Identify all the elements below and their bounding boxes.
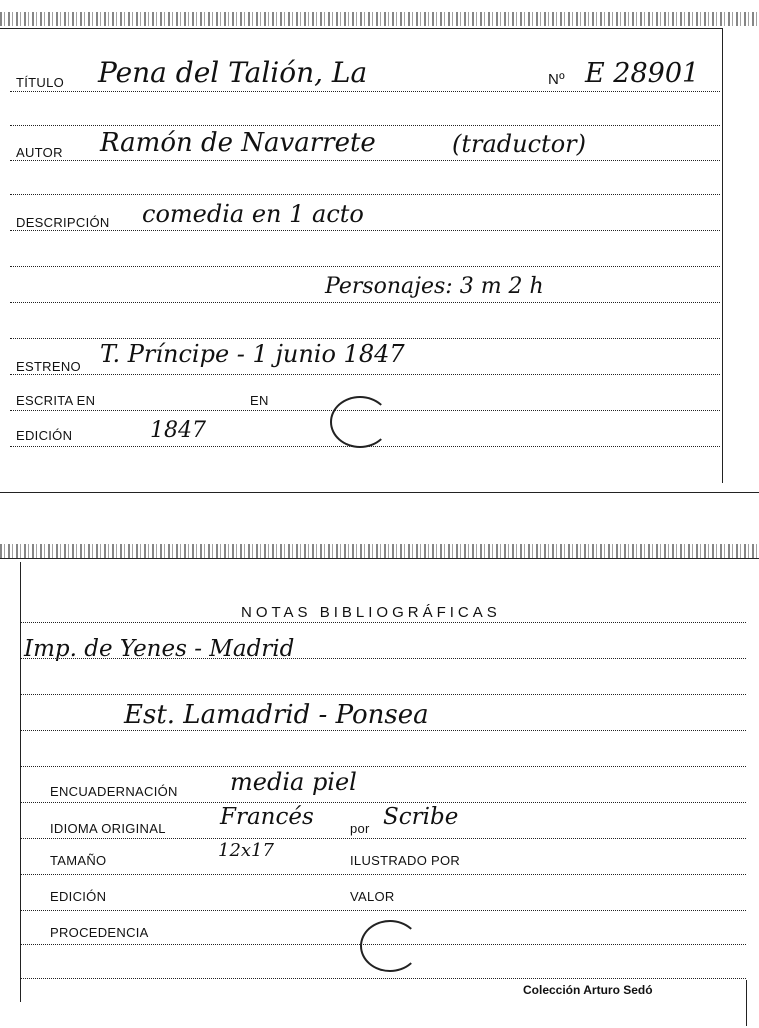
- rule: [20, 978, 746, 979]
- collection-footer: Colección Arturo Sedó: [523, 983, 653, 997]
- rule: [10, 266, 720, 267]
- titulo-label: TÍTULO: [16, 75, 65, 90]
- encuadernacion-label: ENCUADERNACIÓN: [50, 784, 178, 799]
- edicion-value: 1847: [150, 418, 206, 443]
- hole-punch-mark: [330, 396, 390, 448]
- rule: [20, 874, 746, 875]
- card-right-border: [746, 980, 747, 1026]
- tamano-label: TAMAÑO: [50, 853, 107, 868]
- rule: [20, 730, 746, 731]
- idioma-label: IDIOMA ORIGINAL: [50, 821, 166, 836]
- nota-imprenta-value: Imp. de Yenes - Madrid: [24, 636, 295, 662]
- rule: [20, 694, 746, 695]
- rule: [10, 230, 720, 231]
- estreno-label: ESTRENO: [16, 359, 81, 374]
- autor-label: AUTOR: [16, 145, 63, 160]
- card-right-border: [722, 28, 723, 483]
- hole-punch-mark: [360, 920, 420, 972]
- autor-value: Ramón de Navarrete: [100, 128, 376, 158]
- descripcion-value: comedia en 1 acto: [142, 200, 364, 228]
- ilustrado-label: ILUSTRADO POR: [350, 853, 461, 868]
- catalog-card-notes: [0, 540, 759, 1028]
- card-top-border: [0, 28, 722, 29]
- rule: [10, 125, 720, 126]
- card-top-edge: [0, 544, 759, 558]
- catalog-card-main: [0, 0, 759, 495]
- rule: [10, 91, 720, 92]
- rule: [10, 160, 720, 161]
- idioma-value: Francés: [220, 804, 314, 830]
- autor-nota-value: (traductor): [452, 130, 586, 158]
- procedencia-label: PROCEDENCIA: [50, 925, 149, 940]
- rule: [10, 194, 720, 195]
- por-label: por: [350, 821, 370, 836]
- rule: [20, 802, 746, 803]
- encuadernacion-value: media piel: [230, 768, 357, 796]
- personajes-value: Personajes: 3 m 2 h: [325, 274, 544, 299]
- card-top-edge: [0, 12, 759, 26]
- card-top-border: [0, 558, 759, 559]
- tamano-value: 12x17: [218, 840, 274, 861]
- valor-label: VALOR: [350, 889, 395, 904]
- estreno-value: T. Príncipe - 1 junio 1847: [100, 340, 405, 368]
- rule: [10, 374, 720, 375]
- rule: [10, 302, 720, 303]
- rule: [20, 910, 746, 911]
- en-label: EN: [250, 393, 269, 408]
- numero-label: Nº: [548, 71, 565, 88]
- por-value: Scribe: [383, 804, 459, 830]
- nota-establecimiento-value: Est. Lamadrid - Ponsea: [124, 700, 429, 730]
- notas-heading: NOTAS BIBLIOGRÁFICAS: [241, 604, 501, 621]
- card-bottom-border: [0, 492, 759, 493]
- edicion-label: EDICIÓN: [50, 889, 107, 904]
- rule: [20, 766, 746, 767]
- escrita-en-label: ESCRITA EN: [16, 393, 96, 408]
- descripcion-label: DESCRIPCIÓN: [16, 215, 110, 230]
- rule: [20, 838, 746, 839]
- titulo-value: Pena del Talión, La: [98, 56, 368, 89]
- rule: [20, 622, 746, 623]
- numero-value: E 28901: [585, 58, 700, 89]
- edicion-label: EDICIÓN: [16, 428, 73, 443]
- rule: [10, 338, 720, 339]
- card-left-border: [20, 562, 21, 1002]
